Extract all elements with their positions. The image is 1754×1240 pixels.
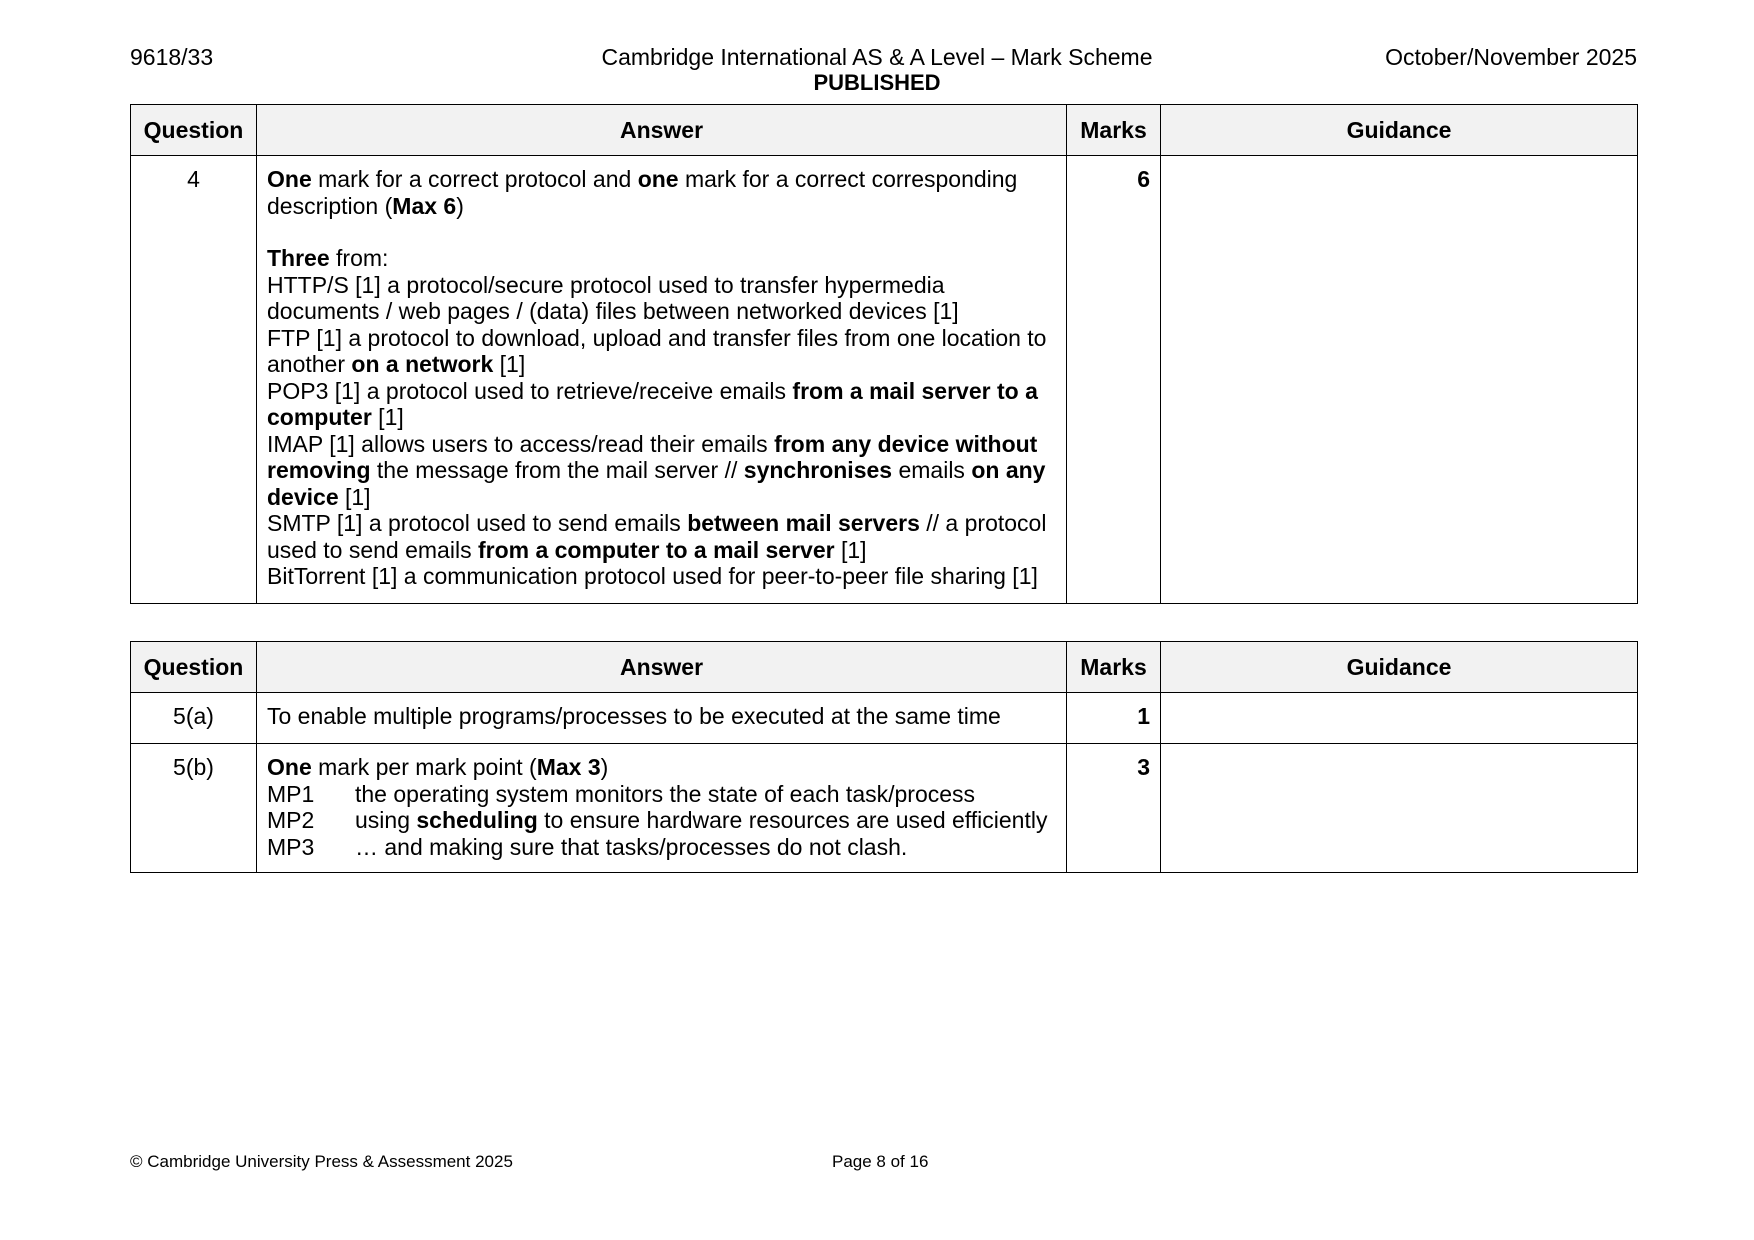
answer-smtp: SMTP [1] a protocol used to send emails between mail servers // a protocol used to send emails from a computer to a mail server [1]: [267, 510, 1047, 563]
page-number: Page 8 of 16: [832, 1152, 929, 1171]
marks-value: 6: [1067, 156, 1161, 604]
mark-scheme-table-q5: [130, 641, 1638, 873]
document-title: Cambridge International AS & A Level – Mark Scheme: [601, 44, 1153, 70]
guidance-cell: [1161, 156, 1638, 604]
question-number: 5(b): [131, 744, 257, 873]
column-header-answer: Answer: [257, 642, 1067, 693]
column-header-guidance: Guidance: [1161, 642, 1638, 693]
table-header-row: [131, 105, 1638, 156]
question-number: 5(a): [131, 693, 257, 744]
answer-bittorrent: BitTorrent [1] a communication protocol used for peer-to-peer file sharing [1]: [267, 563, 1038, 589]
answer-http: HTTP/S [1] a protocol/secure protocol used to transfer hypermedia documents / web pages / (data) files between networked devices [1]: [267, 271, 959, 324]
guidance-cell: [1161, 744, 1638, 873]
marks-value: 1: [1067, 693, 1161, 744]
table-row: [131, 693, 1638, 744]
answer-cell: [257, 156, 1067, 604]
answer-cell: To enable multiple programs/processes to be executed at the same time: [257, 693, 1067, 744]
table-header-row: [131, 642, 1638, 693]
mark-scheme-table-q4: [130, 104, 1638, 604]
question-number: 4: [131, 156, 257, 604]
marks-value: 3: [1067, 744, 1161, 873]
answer-cell: [257, 744, 1067, 873]
column-header-answer: Answer: [257, 105, 1067, 156]
column-header-marks: Marks: [1067, 642, 1161, 693]
paper-code: 9618/33: [130, 44, 214, 70]
mark-point-3: MP3 … and making sure that tasks/processes do not clash.: [267, 833, 908, 860]
answer-imap: IMAP [1] allows users to access/read their emails from any device without removing the message from the mail server // synchronises emails on any device [1]: [267, 430, 1046, 510]
column-header-guidance: Guidance: [1161, 105, 1638, 156]
answer-intro: One mark for a correct protocol and one mark for a correct corresponding description (Max 6): [267, 166, 1018, 219]
guidance-cell: [1161, 693, 1638, 744]
mark-point-1: MP1 the operating system monitors the state of each task/process: [267, 780, 976, 807]
answer-three-from: Three from:: [267, 245, 389, 271]
table-row: [131, 156, 1638, 604]
published-label: PUBLISHED: [813, 70, 941, 95]
column-header-marks: Marks: [1067, 105, 1161, 156]
column-header-question: Question: [131, 642, 257, 693]
answer-ftp: FTP [1] a protocol to download, upload and transfer files from one location to another on a network [1]: [267, 324, 1047, 377]
mark-point-2: MP2 using scheduling to ensure hardware resources are used efficiently: [267, 807, 1048, 833]
exam-session: October/November 2025: [1385, 44, 1637, 70]
answer-pop3: POP3 [1] a protocol used to retrieve/receive emails from a mail server to a computer [1]: [267, 377, 1038, 430]
table-row: [131, 744, 1638, 873]
copyright-notice: © Cambridge University Press & Assessment 2025: [130, 1152, 513, 1171]
column-header-question: Question: [131, 105, 257, 156]
answer-intro: One mark per mark point (Max 3): [267, 754, 609, 780]
